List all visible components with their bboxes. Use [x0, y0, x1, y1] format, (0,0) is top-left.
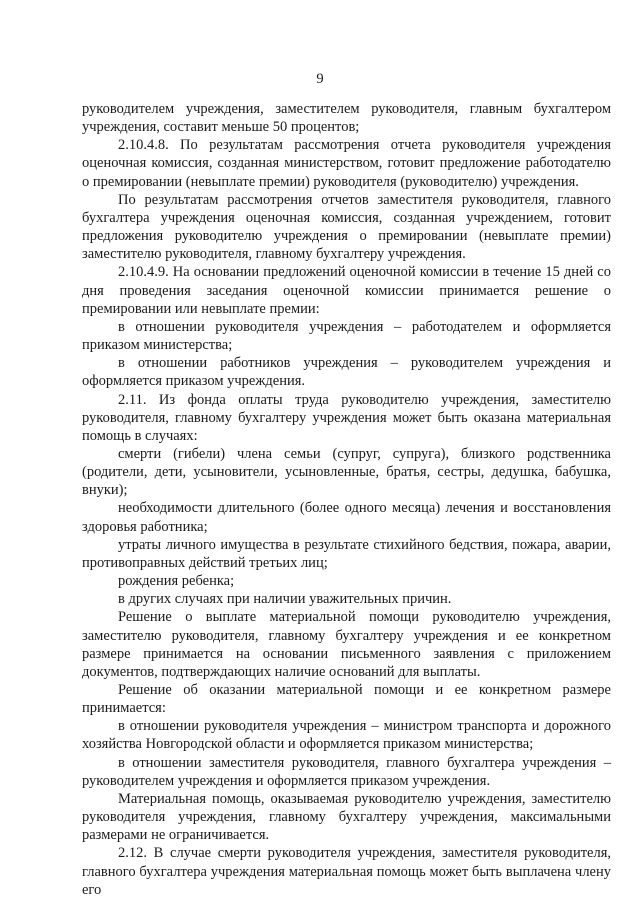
paragraph-aid-decision: Решение о выплате материальной помощи руководителю учреждения, заместителю руководителя, главному бухгалтеру учреждения и ее конкретном размере принимается на основании письменного заявления с приложением документов, подтверждающих наличие оснований для выплаты.	[82, 609, 611, 680]
paragraph-aid-deputy: в отношении заместителя руководителя, главного бухгалтера учреждения – руководителем учреждения и оформляется приказом учреждения.	[82, 754, 611, 789]
paragraph-aid-director: в отношении руководителя учреждения – министром транспорта и дорожного хозяйства Новгородской области и оформляется приказом министерства;	[82, 718, 611, 753]
paragraph-deputy-reports: По результатам рассмотрения отчетов заместителя руководителя, главного бухгалтера учреждения оценочная комиссия, созданная учреждением, готовит предложения руководителю учреждения о премировании (невыплате премии) заместителю руководителя, главному бухгалтеру учреждения.	[82, 191, 611, 263]
paragraph-case-other: в других случаях при наличии уважительных причин.	[118, 591, 452, 608]
paragraph-2-11: 2.11. Из фонда оплаты труда руководителю учреждения, заместителю руководителя, главному бухгалтеру учреждения может быть оказана материальная помощь в случаях:	[82, 391, 611, 444]
paragraph-2-10-4-9: 2.10.4.9. На основании предложений оценочной комиссии в течение 15 дней со дня проведения заседания оценочной комиссии принимается решение о премировании или невыплате премии:	[82, 264, 611, 317]
paragraph-aid-unlimited: Материальная помощь, оказываемая руководителю учреждения, заместителю руководителя учреждения, главному бухгалтеру учреждения, максимальными размерами не ограничивается.	[82, 790, 611, 844]
paragraph-case-treatment: необходимости длительного (более одного месяца) лечения и восстановления здоровья работника;	[82, 500, 611, 535]
paragraph-2-12: 2.12. В случае смерти руководителя учреждения, заместителя руководителя, главного бухгалтера учреждения материальная помощь может быть выплачена члену его	[82, 845, 611, 898]
paragraph-employee-bonus: в отношении работников учреждения – руководителем учреждения и оформляется приказом учреждения.	[82, 355, 611, 390]
paragraph-director-bonus: в отношении руководителя учреждения – работодателем и оформляется приказом министерства;	[82, 318, 611, 354]
paragraph-case-property-loss: утраты личного имущества в результате стихийного бедствия, пожара, аварии, противоправных действий третьих лиц;	[82, 536, 611, 571]
paragraph-continuation: руководителем учреждения, заместителем руководителя, главным бухгалтером учреждения, составит меньше 50 процентов;	[82, 101, 611, 136]
document-body	[82, 100, 611, 899]
paragraph-case-death: смерти (гибели) члена семьи (супруг, супруга), близкого родственника (родители, дети, усыновители, усыновленные, братья, сестры, дедушка, бабушка, внуки);	[82, 445, 611, 499]
paragraph-case-birth: рождения ребенка;	[118, 573, 235, 590]
paragraph-2-10-4-8: 2.10.4.8. По результатам рассмотрения отчета руководителя учреждения оценочная комиссия, созданная министерством, готовит предложение работодателю о премировании (невыплате премии) руководителя (руководителю) учреждения.	[82, 137, 611, 190]
paragraph-aid-decision-made: Решение об оказании материальной помощи и ее конкретном размере принимается:	[82, 682, 611, 717]
page-number: 9	[316, 71, 324, 87]
